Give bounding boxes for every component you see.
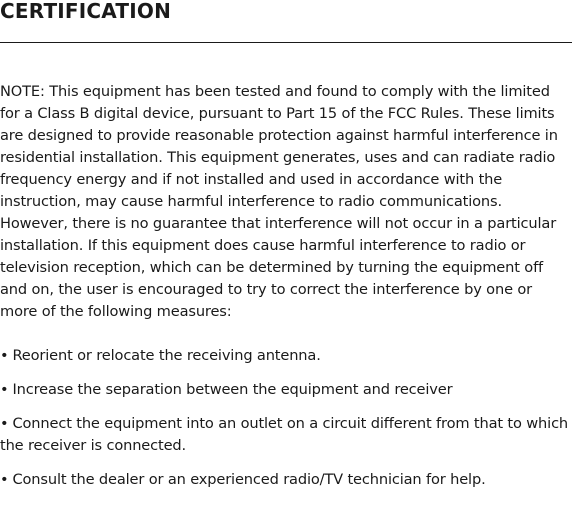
measures-list [0,345,570,491]
measure-text: Reorient or relocate the receiving antenna. [12,347,321,364]
measure-text: Increase the separation between the equipment and receiver [12,381,453,398]
list-item [0,413,570,457]
list-item [0,379,570,401]
bullet-marker: • [0,415,9,432]
heading-divider [0,42,572,43]
list-item [0,469,570,491]
note-paragraph: NOTE: This equipment has been tested and found to comply with the limited for a Class B digital device, pursuant to Part 15 of the FCC Rules. These limits are designed to provide reasonable protection against harmful interference in residential installation. This equipment generates, uses and can radiate radio frequency energy and if not installed and used in accordance with the instruction, may cause harmful interference to radio communications. However, there is no guarantee that interference will not occur in a particular installation. If this equipment does cause harmful interference to radio or television reception, which can be determined by turning the equipment off and on, the user is encouraged to try to correct the interference by one or more of the following measures: [0,83,558,320]
list-item [0,345,570,367]
measure-text: Consult the dealer or an experienced radio/TV technician for help. [12,471,486,488]
page-title: CERTIFICATION [0,0,172,23]
bullet-marker: • [0,347,9,364]
bullet-marker: • [0,381,9,398]
bullet-marker: • [0,471,9,488]
measure-text: Connect the equipment into an outlet on a circuit different from that to which the receiver is connected. [0,415,569,454]
document-body [0,81,570,491]
